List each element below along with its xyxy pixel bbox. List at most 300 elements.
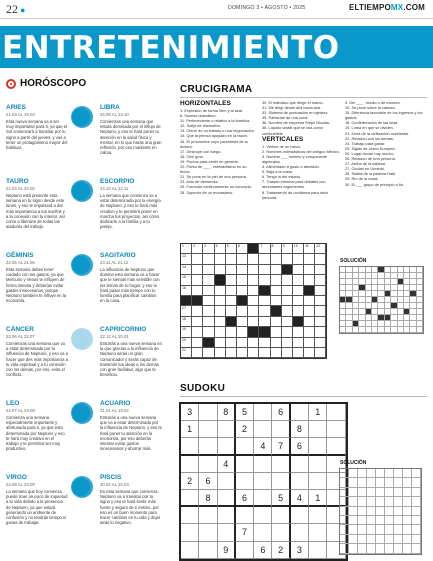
- solution-cell: [367, 488, 376, 497]
- sudoku-cell[interactable]: [236, 456, 254, 473]
- sudoku-cell[interactable]: [181, 438, 199, 455]
- sign-dates: 20.02 AL 20.03: [100, 482, 129, 487]
- sudoku-cell[interactable]: [309, 542, 327, 559]
- crossword-cell[interactable]: [315, 327, 326, 337]
- solution-cell: [367, 507, 376, 516]
- crossword-cell[interactable]: [248, 338, 259, 348]
- crossword-cell[interactable]: [315, 348, 326, 358]
- crossword-black-cell: [215, 275, 226, 285]
- sudoku-cell[interactable]: 8: [199, 490, 217, 507]
- clue-number: 7: [260, 244, 263, 248]
- crossword-cell[interactable]: [237, 265, 248, 275]
- sudoku-cell[interactable]: [309, 507, 327, 524]
- sudoku-cell[interactable]: 4: [254, 438, 272, 455]
- crossword-cell[interactable]: [203, 265, 214, 275]
- clue: 21. Se pone en la piel de una persona.: [180, 174, 247, 180]
- crossword-cell[interactable]: [259, 306, 270, 316]
- solution-cell: [403, 478, 412, 487]
- crossword-cell[interactable]: [282, 306, 293, 316]
- crossword-cell[interactable]: [237, 317, 248, 327]
- crossword-cell[interactable]: [271, 338, 282, 348]
- crossword-cell[interactable]: [226, 338, 237, 348]
- crossword-solution-label: SOLUCIÓN: [340, 258, 367, 264]
- solution-cell: [358, 488, 367, 497]
- crossword-cell[interactable]: [237, 254, 248, 264]
- sudoku-cell[interactable]: 1: [181, 421, 199, 438]
- sudoku-cell[interactable]: 6: [272, 404, 290, 421]
- sign-text: Entrarás a una nueva semana en la que gracias a la influencia de Neptuno serás un gran comunicador y serás capaz de transmitir tus ideas a los demás con gran facilidad, algo que te beneficia.: [100, 341, 162, 378]
- crossword-cell[interactable]: [315, 317, 326, 327]
- solution-cell: [412, 544, 421, 553]
- crossword-cell[interactable]: [203, 244, 214, 254]
- sudoku-cell[interactable]: [327, 404, 345, 421]
- sudoku-cell[interactable]: [291, 524, 309, 541]
- crossword-cell[interactable]: [226, 275, 237, 285]
- crossword-cell[interactable]: [271, 348, 282, 358]
- solution-cell: [412, 478, 421, 487]
- sudoku-cell[interactable]: [199, 421, 217, 438]
- clue-number: 12: [316, 244, 321, 248]
- crossword-cell[interactable]: [203, 254, 214, 264]
- crossword-cell[interactable]: [192, 306, 203, 316]
- sudoku-cell[interactable]: 4: [291, 490, 309, 507]
- crossword-cell[interactable]: [293, 306, 304, 316]
- crossword-cell[interactable]: [304, 296, 315, 306]
- sudoku-cell[interactable]: [272, 507, 290, 524]
- crossword-cell[interactable]: [226, 244, 237, 254]
- crossword-cell[interactable]: [259, 296, 270, 306]
- solution-cell: [385, 544, 394, 553]
- sudoku-cell[interactable]: [254, 456, 272, 473]
- sudoku-cell[interactable]: [254, 524, 272, 541]
- sign-dates: 24.10 AL 22.11: [100, 186, 129, 191]
- sudoku-cell[interactable]: [309, 421, 327, 438]
- crossword-cell[interactable]: [259, 275, 270, 285]
- crossword-cell[interactable]: [315, 286, 326, 296]
- sudoku-cell[interactable]: [272, 456, 290, 473]
- crossword-cell[interactable]: [271, 254, 282, 264]
- crossword-cell[interactable]: [237, 338, 248, 348]
- clue: 30. El individuo que dirige el marco.: [262, 100, 324, 105]
- sudoku-cell[interactable]: [236, 438, 254, 455]
- sudoku-cell[interactable]: 2: [181, 473, 199, 490]
- crossword-cell[interactable]: [226, 306, 237, 316]
- clue: 5. Baja a la costa.: [262, 169, 293, 175]
- sudoku-cell[interactable]: [199, 404, 217, 421]
- crossword-cell[interactable]: [192, 317, 203, 327]
- clue: 29. Río de la costa.: [345, 176, 379, 182]
- crossword-cell[interactable]: [237, 244, 248, 254]
- clue: 7. Tratado informal para debates con abundantes argumentos.: [262, 179, 326, 190]
- crossword-cell[interactable]: [293, 348, 304, 358]
- crossword-cell[interactable]: [248, 286, 259, 296]
- solution-cell: [367, 525, 376, 534]
- crossword-cell[interactable]: [271, 317, 282, 327]
- sudoku-cell[interactable]: 1: [309, 404, 327, 421]
- sign-name: LEO: [6, 400, 20, 407]
- solution-cell: [385, 497, 394, 506]
- crossword-cell[interactable]: [226, 254, 237, 264]
- solution-cell: [349, 516, 358, 525]
- crossword-cell[interactable]: [259, 338, 270, 348]
- crossword-cell[interactable]: [259, 317, 270, 327]
- crossword-cell[interactable]: [203, 286, 214, 296]
- crossword-black-cell: [192, 296, 203, 306]
- solution-cell: [394, 525, 403, 534]
- crossword-cell[interactable]: [215, 265, 226, 275]
- solution-cell: [349, 544, 358, 553]
- clue-number: 10: [293, 244, 298, 248]
- crossword-cell[interactable]: [181, 275, 192, 285]
- crossword-cell[interactable]: [215, 327, 226, 337]
- sudoku-cell[interactable]: [327, 438, 345, 455]
- solution-cell: [412, 535, 421, 544]
- sudoku-cell[interactable]: 3: [181, 404, 199, 421]
- sudoku-cell[interactable]: 5: [272, 490, 290, 507]
- crossword-cell[interactable]: [315, 244, 326, 254]
- sudoku-cell[interactable]: 6: [199, 473, 217, 490]
- sudoku-cell[interactable]: [254, 404, 272, 421]
- clue-number: 11: [305, 244, 309, 248]
- solution-cell: [340, 516, 349, 525]
- sudoku-cell[interactable]: 8: [291, 421, 309, 438]
- solution-cell: [358, 544, 367, 553]
- crossword-cell[interactable]: [248, 275, 259, 285]
- crossword-cell[interactable]: [215, 306, 226, 316]
- crossword-cell[interactable]: [282, 317, 293, 327]
- crossword-cell[interactable]: [304, 338, 315, 348]
- crossword-cell[interactable]: [203, 327, 214, 337]
- crossword-cell[interactable]: [226, 265, 237, 275]
- sudoku-cell[interactable]: 6: [236, 490, 254, 507]
- crossword-cell[interactable]: [248, 317, 259, 327]
- crossword-cell[interactable]: [304, 254, 315, 264]
- sudoku-cell[interactable]: 2: [236, 421, 254, 438]
- sign-text: Neptuno está presente esta semana en tu signo desde este lunes, y eso te impulsará a dar más importancia a tus sueños y a la conexión con tu interior, así como a liberarte de todas las ataduras del trabajo.: [6, 193, 65, 230]
- crossword-cell[interactable]: [248, 348, 259, 358]
- sudoku-cell[interactable]: 5: [236, 404, 254, 421]
- crossword-cell[interactable]: [215, 296, 226, 306]
- crossword-cell[interactable]: [181, 317, 192, 327]
- crossword-cell[interactable]: [192, 244, 203, 254]
- solution-cell: [376, 535, 385, 544]
- crossword-cell[interactable]: [181, 286, 192, 296]
- sudoku-cell[interactable]: [291, 404, 309, 421]
- clue: 28. Sílaba de la palabra Haití.: [345, 171, 397, 177]
- sudoku-cell[interactable]: [272, 473, 290, 490]
- clue: 8. Tratamiento de confianza para decir persona.: [262, 189, 329, 200]
- sudoku-cell[interactable]: [309, 524, 327, 541]
- sudoku-cell[interactable]: 3: [291, 542, 309, 559]
- sudoku-cell[interactable]: 8: [218, 404, 236, 421]
- crossword-cell[interactable]: [226, 327, 237, 337]
- sudoku-cell[interactable]: [236, 542, 254, 559]
- sudoku-cell[interactable]: [181, 542, 199, 559]
- sudoku-cell[interactable]: [199, 542, 217, 559]
- crossword-cell[interactable]: [181, 306, 192, 316]
- crossword-cell[interactable]: [259, 265, 270, 275]
- sudoku-cell[interactable]: 6: [291, 438, 309, 455]
- crossword-cell[interactable]: [282, 296, 293, 306]
- clue-number: 14: [182, 264, 186, 269]
- crossword-cell[interactable]: [315, 265, 326, 275]
- crossword-cell[interactable]: [181, 327, 192, 337]
- sudoku-cell[interactable]: [309, 456, 327, 473]
- sign-dates: 22.12 AL 20.01: [100, 334, 129, 339]
- sudoku-cell[interactable]: 6: [254, 542, 272, 559]
- clue: 26. Lugar donde hay mucho.: [345, 150, 395, 156]
- crossword-cell[interactable]: [259, 244, 270, 254]
- crossword-cell[interactable]: [293, 296, 304, 306]
- crossword-cell[interactable]: [226, 286, 237, 296]
- solution-cell: [403, 544, 412, 553]
- crossword-cell[interactable]: [282, 348, 293, 358]
- crossword-cell[interactable]: [259, 254, 270, 264]
- solution-cell: [349, 535, 358, 544]
- crossword-cell[interactable]: [304, 275, 315, 285]
- zodiac-sign-icon: [72, 256, 90, 274]
- sudoku-cell[interactable]: [272, 421, 290, 438]
- solution-cell: [385, 507, 394, 516]
- crossword-solution-grid: [339, 266, 424, 334]
- crossword-cell[interactable]: [271, 286, 282, 296]
- sudoku-cell[interactable]: [218, 473, 236, 490]
- sudoku-cell[interactable]: [254, 421, 272, 438]
- sudoku-cell[interactable]: [218, 438, 236, 455]
- sudoku-cell[interactable]: [309, 473, 327, 490]
- crossword-cell[interactable]: [293, 275, 304, 285]
- clue-number: 1: [182, 244, 184, 248]
- clue: 36. Nombre de empresa Steph Nicolás.: [262, 120, 331, 126]
- crossword-cell[interactable]: [271, 296, 282, 306]
- crossword-cell[interactable]: [282, 244, 293, 254]
- crossword-cell[interactable]: [248, 306, 259, 316]
- sudoku-cell[interactable]: 7: [236, 524, 254, 541]
- sudoku-grid[interactable]: [179, 402, 348, 561]
- solution-cell: [367, 497, 376, 506]
- crossword-cell[interactable]: [203, 317, 214, 327]
- crossword-cell[interactable]: [192, 327, 203, 337]
- crossword-cell[interactable]: [304, 317, 315, 327]
- solution-cell: [412, 525, 421, 534]
- crossword-cell[interactable]: [226, 296, 237, 306]
- crossword-cell[interactable]: [248, 265, 259, 275]
- crossword-cell[interactable]: [237, 327, 248, 337]
- solution-cell: [349, 525, 358, 534]
- crossword-cell[interactable]: [293, 338, 304, 348]
- sudoku-cell[interactable]: [199, 507, 217, 524]
- sudoku-cell[interactable]: [199, 524, 217, 541]
- crossword-cell[interactable]: [192, 338, 203, 348]
- clue: 1. Vértice de un barco.: [262, 143, 302, 149]
- crossword-cell[interactable]: [293, 265, 304, 275]
- sudoku-cell[interactable]: [199, 438, 217, 455]
- sudoku-cell[interactable]: [327, 421, 345, 438]
- crossword-cell[interactable]: [304, 244, 315, 254]
- crossword-cell[interactable]: [271, 275, 282, 285]
- crossword-cell[interactable]: [203, 296, 214, 306]
- crossword-cell[interactable]: [181, 348, 192, 358]
- crossword-cell[interactable]: [248, 296, 259, 306]
- crossword-cell[interactable]: [203, 275, 214, 285]
- crossword-cell[interactable]: [226, 348, 237, 358]
- solution-cell: [376, 525, 385, 534]
- crossword-cell[interactable]: [315, 254, 326, 264]
- crossword-cell[interactable]: [192, 254, 203, 264]
- crossword-cell[interactable]: [192, 265, 203, 275]
- crossword-cell[interactable]: [215, 254, 226, 264]
- sudoku-cell[interactable]: [236, 473, 254, 490]
- page-bullet: ●: [20, 5, 26, 15]
- sudoku-cell[interactable]: [181, 490, 199, 507]
- sign-text: Entrarás a una nueva semana que va a estar determinada por la influencia de Neptuno, y eso te hará poner tu atención en la economía, por eso deberás intentar evitar gastos innecesarios y ahorrar más.: [100, 415, 162, 452]
- crossword-cell[interactable]: [304, 265, 315, 275]
- clue: 28. Superior de un monasterio.: [180, 189, 234, 195]
- sign-text: La semana que comienza va a estar determinada por la energía de Neptuno, y eso te hará más creativo y te permitirá poner en marcha tus proyectos, así como dedicarte a la familia y a tu pareja.: [100, 193, 161, 230]
- sign-name: VIRGO: [6, 474, 27, 481]
- sudoku-cell[interactable]: [254, 473, 272, 490]
- page-header: [0, 0, 433, 19]
- sudoku-cell[interactable]: 7: [272, 438, 290, 455]
- sudoku-cell[interactable]: [181, 456, 199, 473]
- sign-name: TAURO: [6, 178, 29, 185]
- solution-cell: [412, 488, 421, 497]
- page-number: 22 ●: [6, 2, 26, 16]
- horizontal-heading: HORIZONTALES: [180, 100, 231, 107]
- solution-cell: [394, 488, 403, 497]
- crossword-cell[interactable]: [192, 286, 203, 296]
- sudoku-cell[interactable]: 1: [309, 490, 327, 507]
- clue: 27. Arriba de la cabeza.: [345, 161, 386, 167]
- crossword-cell[interactable]: [203, 348, 214, 358]
- sign-dates: 24.08 AL 23.09: [6, 482, 35, 487]
- sudoku-cell[interactable]: [291, 456, 309, 473]
- crossword-cell[interactable]: [215, 317, 226, 327]
- sudoku-cell[interactable]: [218, 524, 236, 541]
- clue: 31. Me dirigí desde allá hacia acá.: [262, 105, 322, 111]
- crossword-cell[interactable]: [215, 338, 226, 348]
- sudoku-cell[interactable]: [199, 456, 217, 473]
- solution-cell: [358, 497, 367, 506]
- crossword-cell[interactable]: [271, 265, 282, 275]
- clue-number: 20: [182, 337, 186, 342]
- solution-cell: [417, 327, 423, 333]
- clue-number: 5: [226, 244, 229, 248]
- sudoku-cell[interactable]: 9: [218, 542, 236, 559]
- sudoku-cell[interactable]: [272, 524, 290, 541]
- crossword-cell[interactable]: [282, 275, 293, 285]
- sudoku-cell[interactable]: [291, 473, 309, 490]
- sudoku-cell[interactable]: [181, 524, 199, 541]
- clue: 14. Que la piensa apoyado en la razón.: [180, 133, 248, 139]
- crossword-cell[interactable]: [293, 244, 304, 254]
- clue-number: 17: [182, 306, 186, 311]
- crossword-cell[interactable]: [181, 254, 192, 264]
- crossword-cell[interactable]: [282, 327, 293, 337]
- crossword-cell[interactable]: [181, 244, 192, 254]
- sudoku-cell[interactable]: [291, 507, 309, 524]
- crossword-cell[interactable]: [181, 265, 192, 275]
- crossword-cell[interactable]: [192, 348, 203, 358]
- sudoku-cell[interactable]: [236, 507, 254, 524]
- solution-cell: [385, 488, 394, 497]
- clue-number: 18: [182, 316, 186, 321]
- crossword-cell[interactable]: [192, 275, 203, 285]
- crossword-black-cell: [304, 286, 315, 296]
- sudoku-cell[interactable]: [218, 490, 236, 507]
- crossword-title: CRUCIGRAMA: [180, 84, 253, 95]
- sign-text: En esta semana que comienza, Neptuno va a transitar por tu signo y eso te hará sentir más fuerte y seguro de ti mismo, por eso es un buen momento para hacer cambios en tu vida y dejar atrás lo negativo.: [100, 489, 161, 526]
- crossword-cell[interactable]: [315, 275, 326, 285]
- crossword-cell[interactable]: [237, 275, 248, 285]
- crossword-cell[interactable]: [271, 244, 282, 254]
- crossword-cell[interactable]: [315, 338, 326, 348]
- brand-logo[interactable]: ELTIEMPOMX.COM: [349, 3, 425, 12]
- crossword-cell[interactable]: [203, 306, 214, 316]
- crossword-cell[interactable]: [282, 338, 293, 348]
- crossword-black-cell: [181, 296, 192, 306]
- clues-column-2: [262, 100, 340, 200]
- solution-cell: [394, 544, 403, 553]
- crossword-cell[interactable]: [215, 286, 226, 296]
- sign-text: Comienzas una semana que estará dominada por el influjo de Neptuno, y eso te hará poner tu atención en la salud física y mental, en lo que harás una gran reflexión, por eso mantente en calma.: [100, 119, 162, 156]
- crossword-cell[interactable]: [259, 348, 270, 358]
- crossword-cell[interactable]: [237, 306, 248, 316]
- crossword-cell[interactable]: [215, 348, 226, 358]
- crossword-cell[interactable]: [304, 348, 315, 358]
- sudoku-cell[interactable]: [254, 490, 272, 507]
- crossword-cell[interactable]: [282, 254, 293, 264]
- clues-column-3: [345, 100, 423, 187]
- crossword-cell[interactable]: [181, 338, 192, 348]
- clues-column-1: [180, 100, 258, 195]
- crossword-cell[interactable]: [304, 306, 315, 316]
- crossword-cell[interactable]: [304, 327, 315, 337]
- crossword-grid[interactable]: [180, 243, 327, 359]
- crossword-cell[interactable]: [248, 254, 259, 264]
- solution-cell: [385, 525, 394, 534]
- clue-number: 13: [182, 254, 186, 259]
- crossword-cell[interactable]: [293, 327, 304, 337]
- solution-cell: [340, 535, 349, 544]
- sudoku-cell[interactable]: 4: [218, 456, 236, 473]
- clue: 19. Línea en que se dividen.: [345, 125, 394, 131]
- solution-cell: [367, 469, 376, 478]
- sudoku-cell[interactable]: [218, 507, 236, 524]
- crossword-cell[interactable]: [215, 244, 226, 254]
- crossword-cell[interactable]: [271, 327, 282, 337]
- sudoku-cell[interactable]: [218, 421, 236, 438]
- crossword-cell[interactable]: [237, 286, 248, 296]
- crossword-cell[interactable]: [315, 306, 326, 316]
- sudoku-cell[interactable]: [309, 438, 327, 455]
- crossword-black-cell: [248, 244, 259, 254]
- crossword-cell[interactable]: [237, 348, 248, 358]
- clue: 16. El pronombre cuyo paréntesis de la lectura.: [180, 138, 248, 149]
- crossword-cell[interactable]: [315, 296, 326, 306]
- clue: 15. Diferencia favorable de los ingresos y los gastos.: [345, 110, 423, 121]
- sudoku-cell[interactable]: 2: [272, 542, 290, 559]
- sign-name: SAGITARIO: [100, 252, 136, 259]
- sudoku-cell[interactable]: [254, 507, 272, 524]
- crossword-cell[interactable]: [293, 286, 304, 296]
- section-banner: [0, 26, 433, 68]
- crossword-cell[interactable]: [293, 254, 304, 264]
- crossword-black-cell: [271, 306, 282, 316]
- sudoku-cell[interactable]: [181, 507, 199, 524]
- crossword-cell[interactable]: [282, 286, 293, 296]
- solution-cell: [367, 478, 376, 487]
